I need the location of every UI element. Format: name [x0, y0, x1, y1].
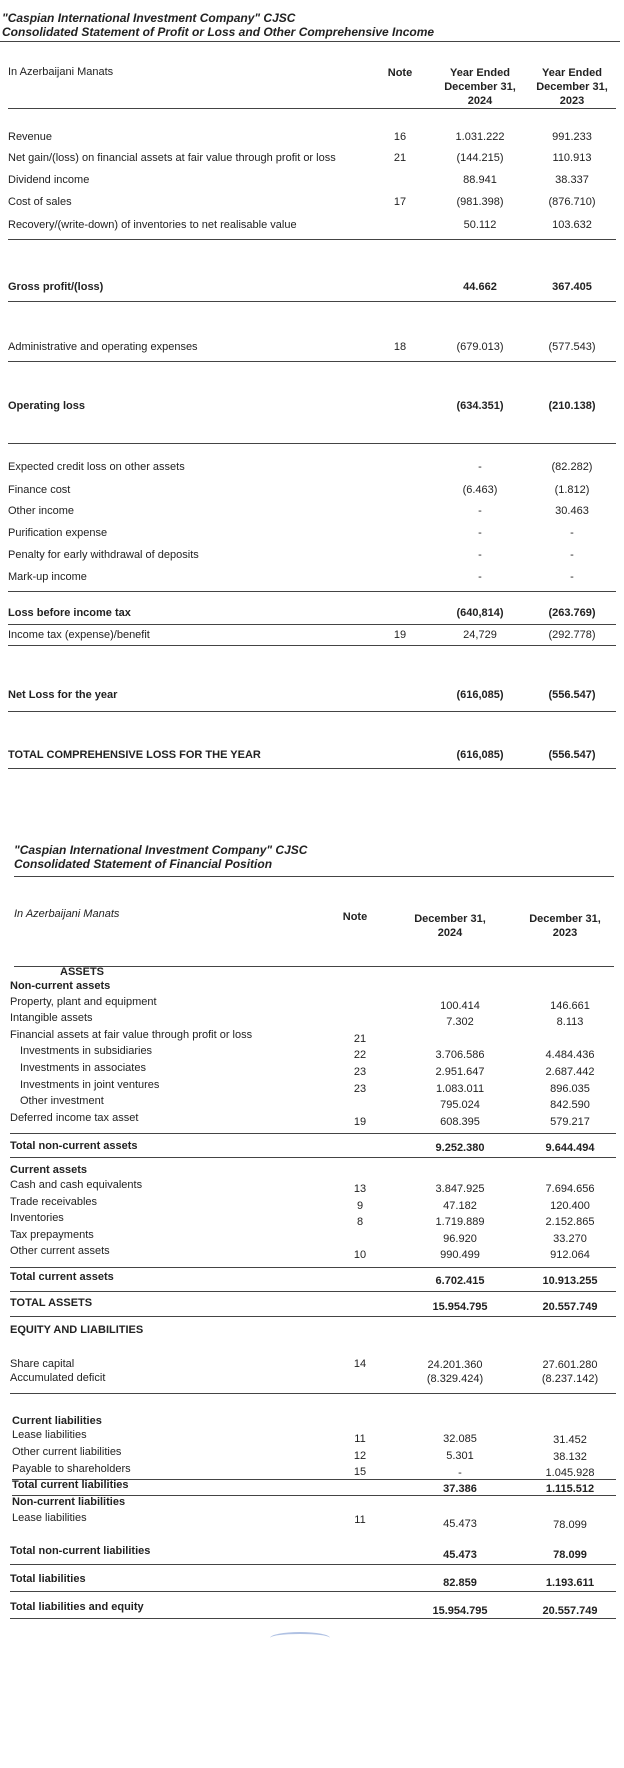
s2-section-current-liabilities: Current liabilities — [12, 1415, 102, 1427]
s1-row-2024: (981.398) — [456, 196, 504, 208]
s2-row-note: 10 — [353, 1249, 367, 1261]
s1-col-note: Note — [387, 67, 413, 79]
s2-row-label: Total liabilities and equity — [10, 1601, 144, 1613]
s1-row-2024: (616,085) — [456, 749, 504, 761]
s2-rule — [10, 1316, 616, 1317]
s2-title-company: "Caspian International Investment Company" CJSC — [14, 843, 308, 857]
s1-row-2023: 103.632 — [552, 219, 592, 231]
s2-row-2024: 990.499 — [440, 1249, 480, 1261]
s1-row-label: Expected credit loss on other assets — [8, 461, 185, 473]
s2-row-2023: 20.557.749 — [542, 1605, 598, 1617]
s2-row-label: Lease liabilities — [12, 1429, 87, 1441]
s1-row-2024: - — [478, 527, 482, 539]
s2-row-label: Investments in associates — [20, 1062, 146, 1074]
s1-row-label: Cost of sales — [8, 196, 72, 208]
s2-rule — [10, 1618, 616, 1619]
s2-row-2024: 608.395 — [440, 1116, 480, 1128]
s2-title-statement: Consolidated Statement of Financial Position — [14, 857, 273, 871]
s2-row-2023: 146.661 — [550, 1000, 590, 1012]
s2-row-label: Inventories — [10, 1212, 64, 1224]
s2-row-2023: 9.644.494 — [545, 1142, 595, 1154]
s2-row-2023: (8.237.142) — [541, 1373, 599, 1385]
s1-rule — [8, 591, 616, 592]
s1-row-2024: 24,729 — [463, 629, 497, 641]
s2-row-label: Investments in subsidiaries — [20, 1045, 153, 1057]
s1-row-2024: 50.112 — [463, 219, 497, 231]
s1-row-2023: (1.812) — [554, 484, 590, 496]
s2-rule — [10, 1133, 616, 1134]
s1-rule — [8, 645, 616, 646]
s1-row-label: Net Loss for the year — [8, 689, 118, 701]
s2-row-label: Total current liabilities — [12, 1479, 129, 1491]
s2-row-2024: 15.954.795 — [432, 1301, 488, 1313]
s2-row-2023: 20.557.749 — [542, 1301, 598, 1313]
s1-header-rule — [8, 108, 616, 109]
s2-row-2024: 3.847.925 — [435, 1183, 485, 1195]
s2-row-2024: 47.182 — [443, 1200, 477, 1212]
s2-row-2023: 7.694.656 — [545, 1183, 595, 1195]
s1-rule — [8, 361, 616, 362]
s2-row-label: Intangible assets — [10, 1012, 93, 1024]
s1-row-label: Net gain/(loss) on financial assets at fair value through profit or loss — [8, 152, 336, 164]
s2-row-2023: 4.484.436 — [545, 1049, 595, 1061]
s1-row-2023: (556.547) — [548, 689, 596, 701]
s2-row-2024: 82.859 — [443, 1577, 477, 1589]
s2-row-2023: 27.601.280 — [542, 1359, 598, 1371]
s2-title-rule — [14, 876, 614, 877]
s2-section-noncurrent-liabilities: Non-current liabilities — [12, 1496, 126, 1508]
s1-title-statement: Consolidated Statement of Profit or Loss and Other Comprehensive Income — [2, 25, 435, 39]
s2-row-label: Total current assets — [10, 1271, 114, 1283]
s2-row-note: 15 — [353, 1466, 367, 1478]
s2-row-2023: 78.099 — [553, 1549, 587, 1561]
s2-row-2023: 912.064 — [550, 1249, 590, 1261]
s1-row-note: 16 — [393, 131, 407, 143]
s1-row-2024: (144.215) — [456, 152, 504, 164]
s2-row-label: Cash and cash equivalents — [10, 1179, 143, 1191]
s2-row-note: 14 — [353, 1358, 367, 1370]
s2-section-assets: ASSETS — [60, 966, 105, 978]
s1-rule — [8, 624, 616, 625]
s2-row-2023: 842.590 — [550, 1099, 590, 1111]
s1-row-label: Administrative and operating expenses — [8, 341, 198, 353]
s2-row-2023: 2.687.442 — [545, 1066, 595, 1078]
s1-row-2024: 1.031.222 — [455, 131, 505, 143]
s1-row-label: TOTAL COMPREHENSIVE LOSS FOR THE YEAR — [8, 749, 261, 761]
s1-row-2023: 991.233 — [552, 131, 592, 143]
s1-row-label: Penalty for early withdrawal of deposits — [8, 549, 199, 561]
s2-section-equity-liabilities: EQUITY AND LIABILITIES — [10, 1324, 144, 1336]
s2-section-current: Current assets — [10, 1164, 88, 1176]
s1-rule — [8, 711, 616, 712]
s2-row-2024: 5.301 — [446, 1450, 474, 1462]
s2-row-2024: 795.024 — [440, 1099, 480, 1111]
s1-row-2024: - — [478, 549, 482, 561]
s2-rule — [10, 1591, 616, 1592]
s2-row-2024: 6.702.415 — [435, 1275, 485, 1287]
s2-row-2023: 1.045.928 — [545, 1467, 595, 1479]
s2-row-label: Tax prepayments — [10, 1229, 94, 1241]
s2-row-2023: 579.217 — [550, 1116, 590, 1128]
s2-row-label: Other investment — [20, 1095, 104, 1107]
s2-row-label: Lease liabilities — [12, 1512, 87, 1524]
s1-row-2024: - — [478, 505, 482, 517]
s1-row-2023: 30.463 — [555, 505, 589, 517]
s2-row-2023: 8.113 — [556, 1016, 584, 1028]
s2-row-2024: 96.920 — [443, 1233, 477, 1245]
s2-row-label: Total non-current liabilities — [10, 1545, 151, 1557]
s1-row-2024: (679.013) — [456, 341, 504, 353]
s1-title-company: "Caspian International Investment Company" CJSC — [2, 11, 296, 25]
s1-rule — [8, 443, 616, 444]
s1-rule — [8, 301, 616, 302]
s2-row-2023: 1.193.611 — [545, 1577, 595, 1589]
s2-row-2024: 15.954.795 — [432, 1605, 488, 1617]
s2-row-label: Payable to shareholders — [12, 1463, 131, 1475]
s1-row-2024: - — [478, 461, 482, 473]
s1-row-2024: 88.941 — [463, 174, 497, 186]
s2-row-2024: - — [458, 1467, 462, 1479]
s1-row-label: Purification expense — [8, 527, 108, 539]
s2-row-2024: 9.252.380 — [435, 1142, 485, 1154]
s1-row-label: Recovery/(write-down) of inventories to net realisable value — [8, 219, 297, 231]
s2-row-2024: 37.386 — [443, 1483, 477, 1495]
s2-rule — [10, 1157, 616, 1158]
s2-row-2024: 7.302 — [446, 1016, 474, 1028]
s2-row-2023: 33.270 — [553, 1233, 587, 1245]
s2-row-2023: 2.152.865 — [545, 1216, 595, 1228]
s1-row-2024: (640,814) — [456, 607, 504, 619]
s2-row-label: Total non-current assets — [10, 1140, 138, 1152]
s2-row-2024: (8.329.424) — [426, 1373, 484, 1385]
s2-row-note: 21 — [353, 1033, 367, 1045]
s2-row-2023: 78.099 — [553, 1519, 587, 1531]
s1-row-2023: (292.778) — [548, 629, 596, 641]
s1-row-2023: - — [570, 549, 574, 561]
s2-row-2024: 3.706.586 — [435, 1049, 485, 1061]
s2-row-2024: 45.473 — [443, 1518, 477, 1530]
s2-row-label: Property, plant and equipment — [10, 996, 157, 1008]
s2-row-note: 19 — [353, 1116, 367, 1128]
s2-row-note: 11 — [354, 1514, 366, 1526]
s1-row-label: Gross profit/(loss) — [8, 281, 104, 293]
s2-row-label: Investments in joint ventures — [20, 1079, 160, 1091]
s2-row-note: 11 — [354, 1433, 366, 1445]
s1-row-note: 21 — [393, 152, 407, 164]
s1-row-label: Operating loss — [8, 400, 86, 412]
s1-title-rule — [0, 41, 620, 42]
s1-row-2023: - — [570, 571, 574, 583]
s1-row-2023: (556.547) — [548, 749, 596, 761]
s1-row-2023: - — [570, 527, 574, 539]
s1-row-2024: (634.351) — [456, 400, 504, 412]
s2-row-label: Total liabilities — [10, 1573, 86, 1585]
s2-row-2024: 2.951.647 — [435, 1066, 485, 1078]
s1-row-label: Finance cost — [8, 484, 71, 496]
s1-row-2024: - — [478, 571, 482, 583]
s2-section-noncurrent: Non-current assets — [10, 980, 111, 992]
s2-rule — [10, 1267, 616, 1268]
s2-row-note: 23 — [353, 1083, 367, 1095]
s2-row-label: TOTAL ASSETS — [10, 1297, 93, 1309]
s1-col-2023: Year Ended December 31, 2023 — [536, 67, 608, 107]
s2-row-note: 23 — [353, 1066, 367, 1078]
s1-row-2023: 38.337 — [555, 174, 589, 186]
s2-row-2023: 1.115.512 — [545, 1483, 595, 1495]
s2-row-label: Other current assets — [10, 1245, 110, 1257]
s1-col-2024: Year Ended December 31, 2024 — [444, 67, 516, 107]
s2-rule — [10, 1291, 616, 1292]
s1-row-2023: (876.710) — [548, 196, 596, 208]
s1-currency: In Azerbaijani Manats — [8, 66, 114, 78]
s2-rule — [10, 1393, 616, 1394]
s1-row-2023: 367.405 — [552, 281, 592, 293]
s1-rule — [8, 768, 616, 769]
s2-row-2024: 32.085 — [443, 1433, 477, 1445]
s2-row-note: 12 — [353, 1450, 367, 1462]
s2-row-2024: 24.201.360 — [427, 1359, 483, 1371]
s2-rule — [10, 1564, 616, 1565]
s1-row-note: 19 — [393, 629, 407, 641]
s2-row-2023: 38.132 — [553, 1451, 587, 1463]
s2-row-label: Accumulated deficit — [10, 1372, 106, 1384]
s1-row-2023: (263.769) — [548, 607, 596, 619]
s2-col-2023: December 31, 2023 — [529, 913, 601, 939]
s2-col-2024: December 31, 2024 — [414, 913, 486, 939]
s2-col-note: Note — [342, 911, 368, 923]
s2-row-label: Trade receivables — [10, 1196, 98, 1208]
s1-row-2024: 44.662 — [463, 281, 497, 293]
s1-row-2023: (577.543) — [548, 341, 596, 353]
s1-row-note: 17 — [393, 196, 407, 208]
s2-currency: In Azerbaijani Manats — [14, 908, 120, 920]
s2-row-note: 13 — [353, 1183, 367, 1195]
s2-row-label: Other current liabilities — [12, 1446, 122, 1458]
s1-row-label: Other income — [8, 505, 75, 517]
s2-row-2023: 120.400 — [550, 1200, 590, 1212]
s1-row-label: Loss before income tax — [8, 607, 131, 619]
s2-row-label: Share capital — [10, 1358, 75, 1370]
s1-rule — [8, 239, 616, 240]
s2-row-note: 8 — [356, 1216, 364, 1228]
s2-row-2024: 1.083.011 — [435, 1083, 485, 1095]
s2-row-2024: 100.414 — [440, 1000, 480, 1012]
s2-row-label: Financial assets at fair value through profit or loss — [10, 1029, 253, 1041]
s2-row-note: 9 — [356, 1200, 364, 1212]
s1-row-2024: (616,085) — [456, 689, 504, 701]
s1-row-note: 18 — [393, 341, 407, 353]
s2-row-note: 22 — [353, 1049, 367, 1061]
s2-row-2023: 31.452 — [553, 1434, 587, 1446]
s1-row-label: Mark-up income — [8, 571, 87, 583]
s1-row-label: Income tax (expense)/benefit — [8, 629, 150, 641]
s2-row-2023: 10.913.255 — [542, 1275, 598, 1287]
s2-row-label: Deferred income tax asset — [10, 1112, 139, 1124]
s1-row-label: Dividend income — [8, 174, 90, 186]
s2-row-2023: 896.035 — [550, 1083, 590, 1095]
s1-row-2024: (6.463) — [462, 484, 498, 496]
s1-row-2023: 110.913 — [552, 152, 592, 164]
stamp-mark — [270, 1632, 330, 1644]
s2-row-2024: 45.473 — [443, 1549, 477, 1561]
s1-row-label: Revenue — [8, 131, 53, 143]
s2-row-2024: 1.719.889 — [435, 1216, 485, 1228]
s1-row-2023: (82.282) — [551, 461, 593, 473]
s1-row-2023: (210.138) — [548, 400, 596, 412]
